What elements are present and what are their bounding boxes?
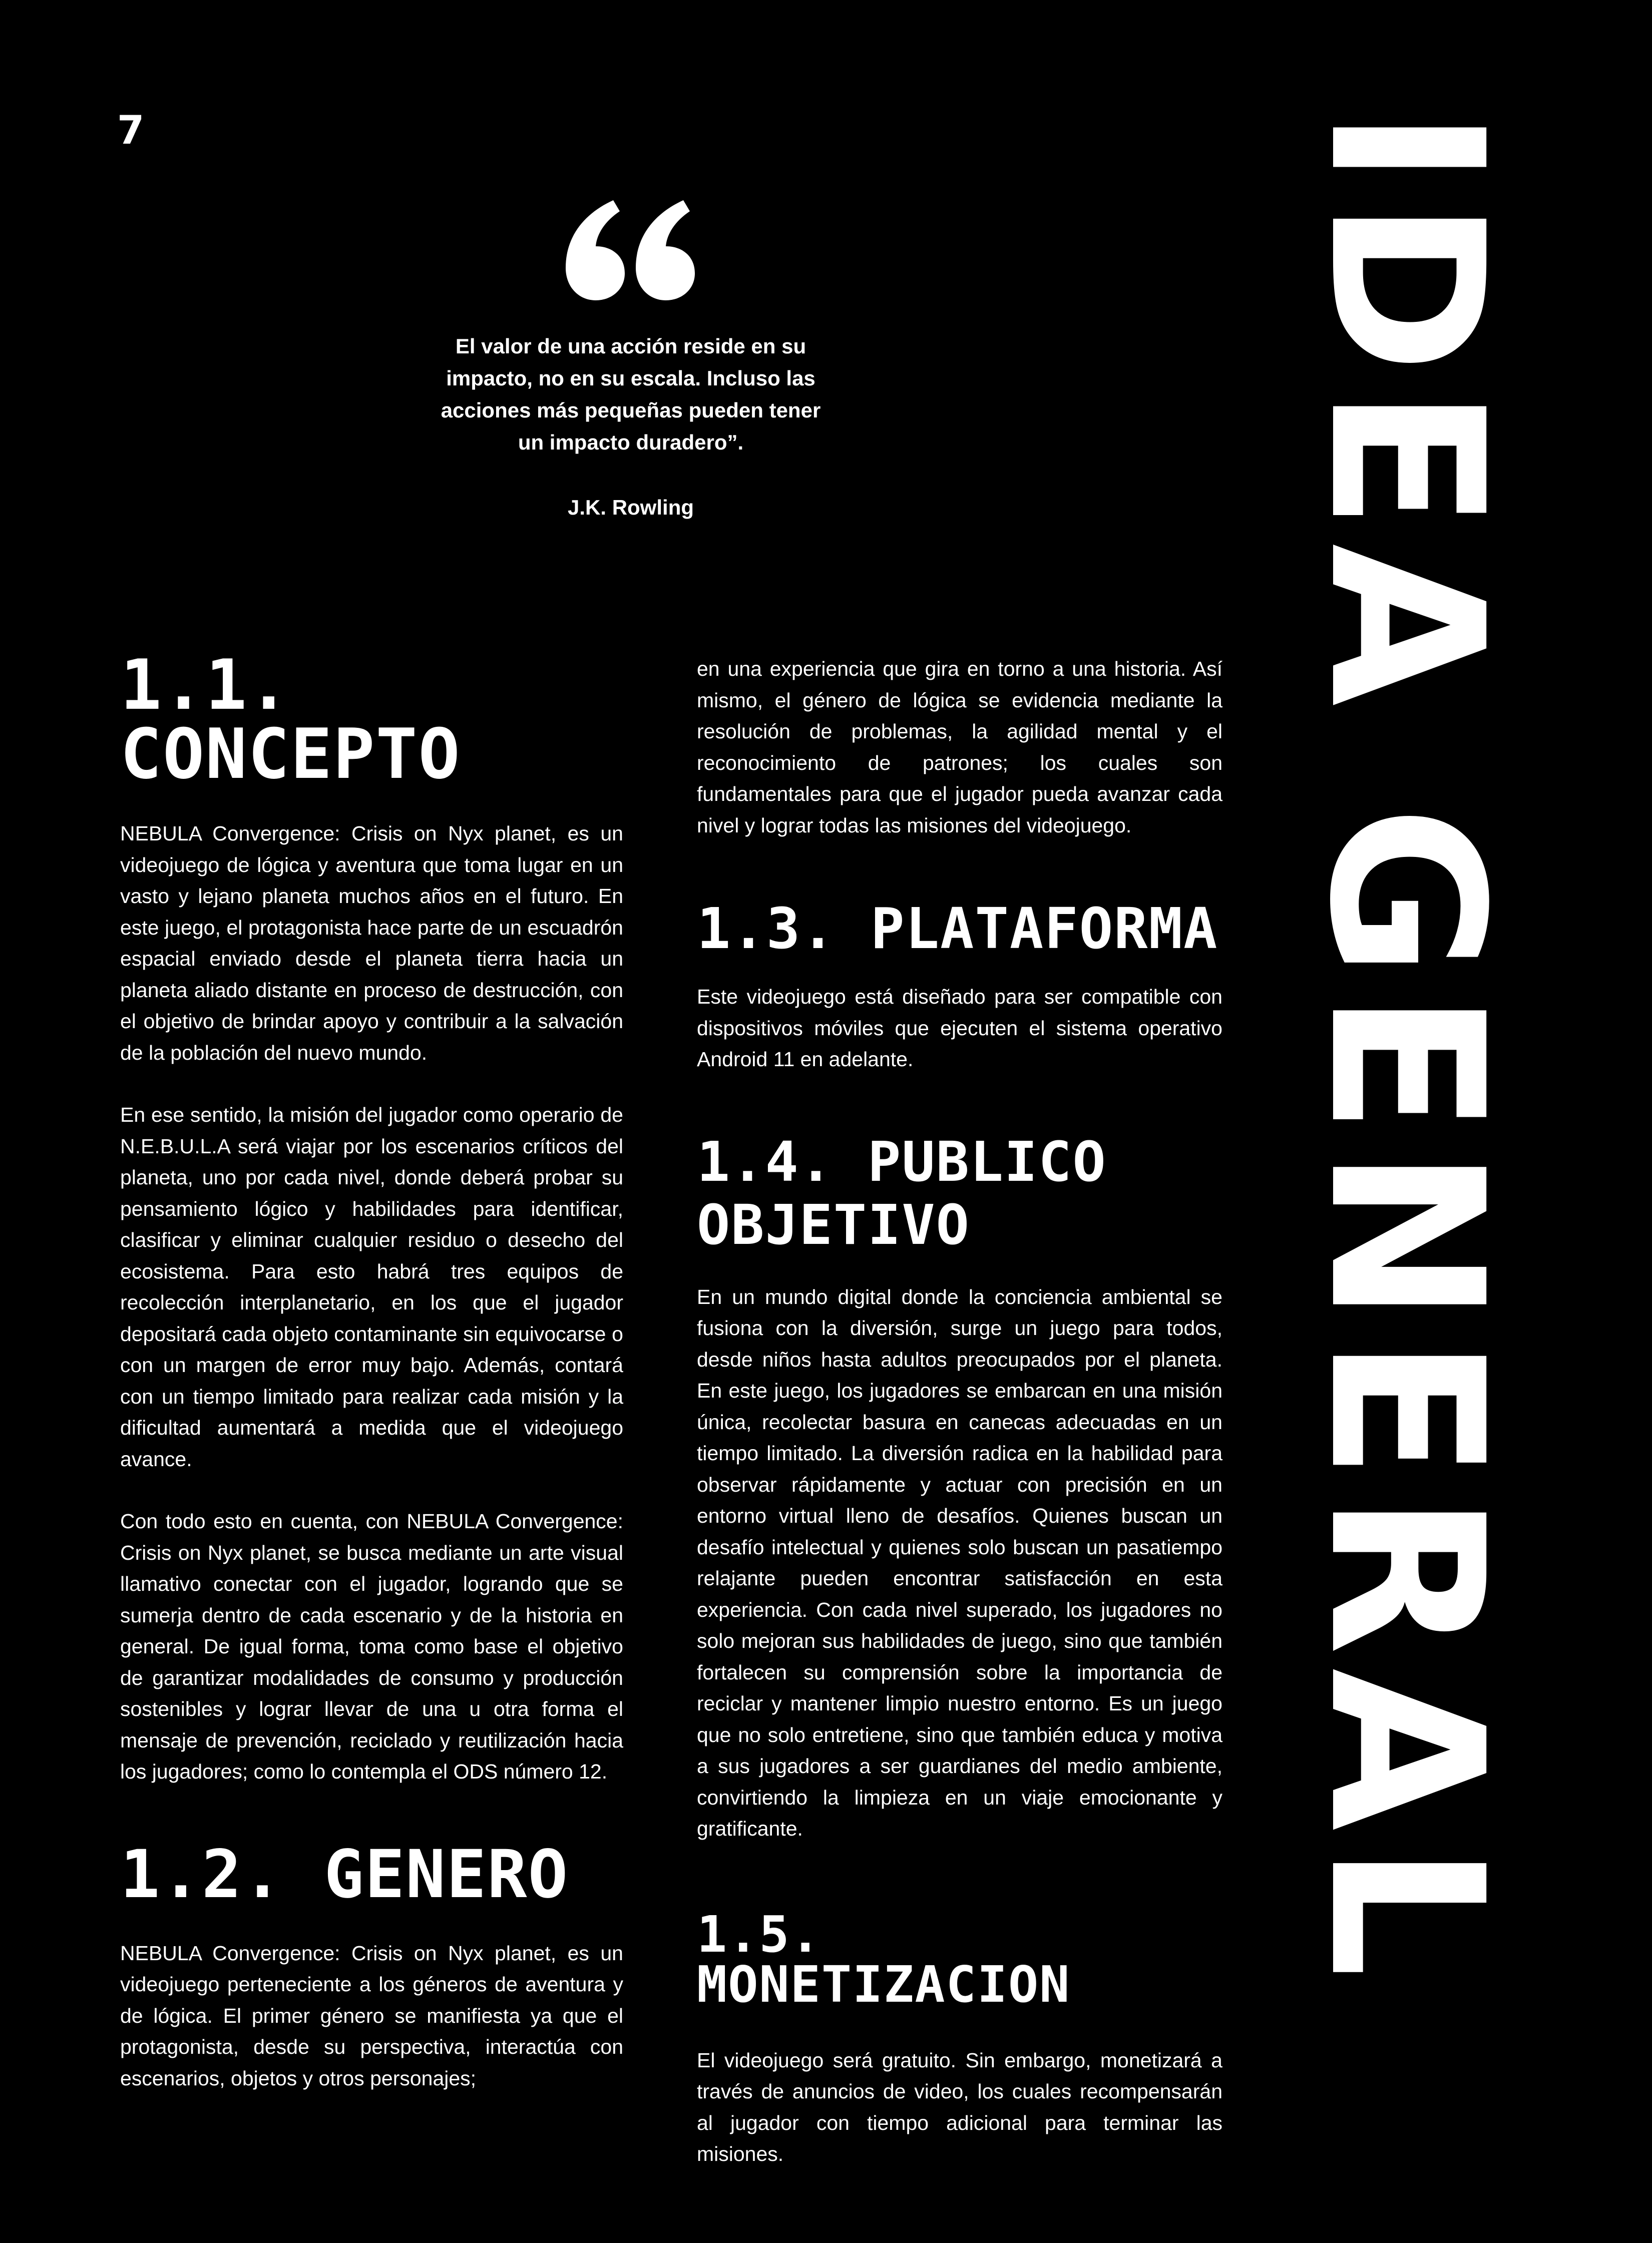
section-heading-concepto: 1.1. CONCEPTO bbox=[120, 645, 461, 794]
paragraph: En un mundo digital donde la conciencia ambiental se fusiona con la diversión, surge un juego para todos, desde niños hasta adultos preocupados por el planeta. En este juego, los jugadores se embarcan en una misión única, recolectar basura en canecas adecuadas en un tiempo limitado. La diversión radica en la habilidad para observar rápidamente y actuar con precisión en un entorno virtual lleno de desafíos. Quienes buscan un desafío intelectual y quienes solo buscan un pasatiempo relajante pueden encontrar satisfacción en esta experiencia. Con cada nivel superado, los jugadores no solo mejoran sus habilidades de juego, sino que también fortalecen su comprensión sobre la importancia de reciclar y mantener limpio nuestro entorno. Es un juego que no solo entretiene, sino que también educa y motiva a sus jugadores a ser guardianes del medio ambiente, convirtiendo la limpieza en un viaje emocionante y gratificante. bbox=[697, 1285, 1222, 1840]
quote-author: J.K. Rowling bbox=[568, 496, 694, 519]
section-heading-publico-objetivo: 1.4. PUBLICO OBJETIVO bbox=[697, 1129, 1107, 1257]
quote-text: El valor de una acción reside en su impacto, no en su escala. Incluso las acciones más pequeñas pueden tener un impacto duradero”. bbox=[441, 334, 821, 454]
paragraph: NEBULA Convergence: Crisis on Nyx planet, es un videojuego perteneciente a los géneros de aventura y de lógica. El primer género se manifiesta ya que el protagonista, desde su perspectiva, interactúa con escenarios, objetos y otros personajes; bbox=[120, 1941, 623, 2090]
paragraph: En ese sentido, la misión del jugador como operario de N.E.B.U.L.A será viajar por los escenarios críticos del planeta, uno por cada nivel, donde deberá probar su pensamiento lógico y habilidades para identificar, clasificar y eliminar cualquier residuo o desecho del ecosistema. Para esto habrá tres equipos de recolección interplanetario, en los que el jugador depositará cada objeto contaminante sin equivocarse o con un margen de error muy bajo. Además, contará con un tiempo limitado para realizar cada misión y la dificultad aumentará a medida que el videojuego avance. bbox=[120, 1103, 623, 1471]
section-heading-monetizacion: 1.5. MONETIZACION bbox=[697, 1905, 1071, 2014]
paragraph: NEBULA Convergence: Crisis on Nyx planet, es un videojuego de lógica y aventura que toma lugar en un vasto y lejano planeta muchos años en el futuro. En este juego, el protagonista hace parte de un escuadrón espacial enviado desde el planeta tierra hacia un planeta aliado distante en proceso de destrucción, con el objetivo de brindar apoyo y contribuir a la salvación de la población del nuevo mundo. bbox=[120, 822, 623, 1064]
right-column bbox=[697, 653, 1222, 2170]
paragraph-continuation: en una experiencia que gira en torno a una historia. Así mismo, el género de lógica se evidencia mediante la resolución de problemas, la agilidad mental y el reconocimiento de patrones; los cuales son fundamentales para que el jugador pueda avanzar cada nivel y lograr todas las misiones del videojuego. bbox=[697, 657, 1222, 837]
section-heading-plataforma: 1.3. PLATAFORMA bbox=[697, 896, 1218, 962]
paragraph: El videojuego será gratuito. Sin embargo, monetizará a través de anuncios de video, los cuales recompensarán al jugador con tiempo adicional para terminar las misiones. bbox=[697, 2048, 1222, 2165]
side-title bbox=[1283, 108, 1528, 2110]
side-title-text: IDEA GENERAL bbox=[1283, 108, 1528, 1991]
left-column bbox=[120, 645, 623, 2094]
paragraph: Con todo esto en cuenta, con NEBULA Convergence: Crisis on Nyx planet, se busca mediante un arte visual llamativo conectar con el jugador, logrando que se sumerja dentro de cada escenario y de la historia en general. De igual forma, toma como base el objetivo de garantizar modalidades de consumo y producción sostenibles y lograr llevar de una u otra forma el mensaje de prevención, reciclado y reutilización hacia los jugadores; como lo contempla el ODS número 12. bbox=[120, 1510, 623, 1783]
page-number: 7 bbox=[117, 108, 145, 153]
paragraph: Este videojuego está diseñado para ser compatible con dispositivos móviles que ejecuten el sistema operativo Android 11 en adelante. bbox=[697, 985, 1222, 1071]
section-heading-genero: 1.2. GENERO bbox=[120, 1836, 569, 1913]
quote-mark-icon bbox=[566, 200, 696, 300]
